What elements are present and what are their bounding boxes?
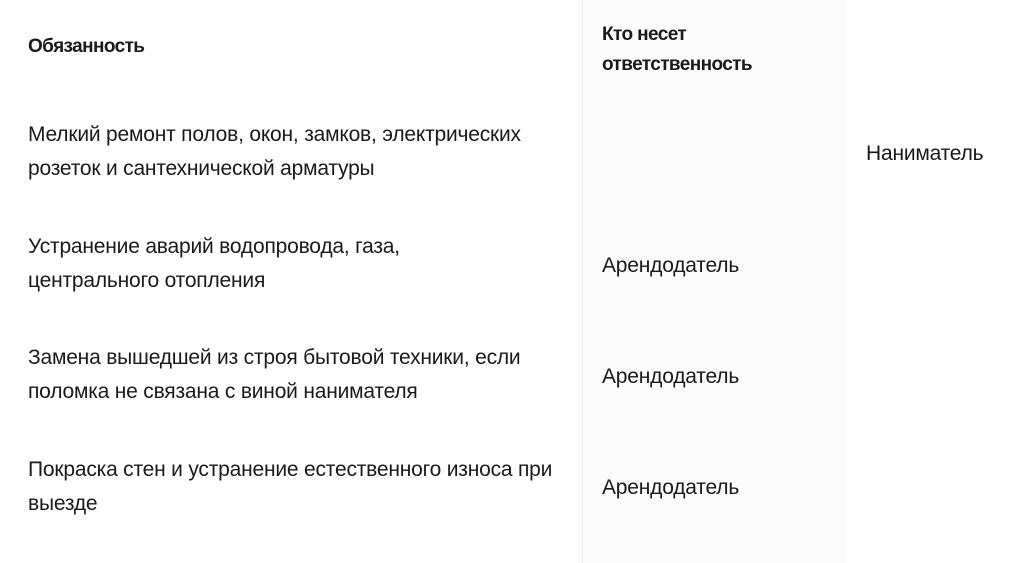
row-3-responsible: Арендодатель [602,365,740,388]
row-2-duty: Устранение аварий водопровода, газа, центрального отопления [28,235,400,292]
row-2-responsible: Арендодатель [602,254,740,277]
extra-column-background [844,0,1024,563]
row-1-duty: Мелкий ремонт полов, окон, замков, электрических розеток и сантехнической арматуры [28,123,521,180]
row-4-responsible: Арендодатель [602,476,740,499]
row-3-duty: Замена вышедшей из строя бытовой техники, если поломка не связана с виной нанимателя [28,346,521,403]
row-4-duty: Покраска стен и устранение естественного износа при выезде [28,458,553,515]
row-1-responsible: Наниматель [866,142,984,165]
header-responsible: Кто несет ответственность [602,24,752,75]
header-duty: Обязанность [28,36,145,57]
